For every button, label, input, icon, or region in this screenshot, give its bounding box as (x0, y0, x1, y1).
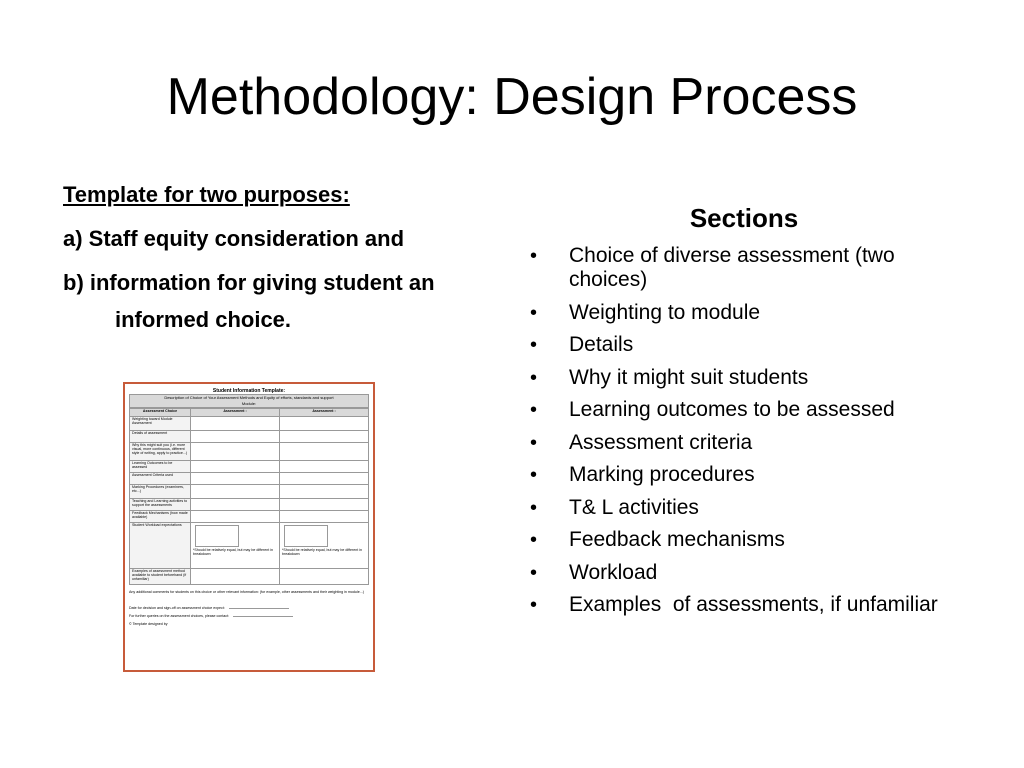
list-item-text: Examples of assessments, if unfamiliar (569, 593, 938, 616)
list-item (528, 398, 968, 422)
thumbnail-footer-line (129, 605, 369, 611)
thumbnail-description (129, 394, 369, 408)
table-header: Assessment Choice (130, 409, 191, 417)
list-item (528, 496, 968, 520)
table-row (130, 569, 369, 585)
table-row (130, 511, 369, 523)
table-row (130, 431, 369, 443)
workload-note: *Should be relatively equal, but may be different in breakdown (193, 548, 274, 556)
table-header: Assessment : (280, 409, 369, 417)
list-item-text: Assessment criteria (569, 430, 753, 454)
thumbnail-comments: Any additional comments for students on this choice or other relevant information: (for example, other assessments and their weighting in module...) (129, 590, 364, 594)
list-item-text: Why it might suit students (569, 365, 809, 389)
list-item (528, 301, 968, 325)
list-item (528, 561, 968, 585)
purpose-b: b) information for giving student an informed choice. (63, 270, 435, 332)
row-label: Learning Outcomes to be assessed (130, 461, 191, 473)
table-header: Assessment : (191, 409, 280, 417)
thumbnail-credit: © Template designed by (129, 622, 168, 626)
row-label: Student Workload expectations (130, 523, 191, 569)
table-row (130, 417, 369, 431)
bullet-icon: • (530, 366, 538, 389)
list-item-text: Feedback mechanisms (569, 528, 785, 551)
workload-note: *Should be relatively equal, but may be different in breakdown (282, 548, 363, 556)
list-item (528, 366, 968, 390)
row-label: Feedback Mechanisms (how made available) (130, 511, 191, 523)
row-label: Examples of assessment method available to student beforehand (if unfamiliar) (130, 569, 191, 585)
row-label: Assessment Criteria used (130, 473, 191, 485)
bullet-icon: • (530, 334, 538, 356)
list-item-text: Weighting to module (569, 300, 761, 324)
thumbnail-footer-line (129, 613, 369, 619)
workload-mini-table (195, 525, 239, 547)
list-item (528, 244, 968, 292)
right-column (528, 200, 968, 626)
list-item (528, 463, 968, 487)
table-row (130, 473, 369, 485)
table-row (130, 443, 369, 461)
bullet-icon: • (530, 496, 538, 519)
list-item-text: T& L activities (569, 495, 699, 519)
purpose-a: a) Staff equity consideration and (63, 226, 405, 251)
workload-mini-table (284, 525, 328, 547)
row-label: Details of assessment (130, 431, 191, 443)
list-item (528, 593, 968, 617)
bullet-icon: • (530, 594, 538, 616)
sections-heading: Sections (689, 203, 799, 233)
bullet-icon: • (530, 399, 538, 421)
row-label: Why this might suit you (i.e. more visual, more continuous, different style of writing, apply to practice...) (130, 443, 191, 461)
bullet-icon: • (530, 529, 538, 551)
thumbnail-table (129, 408, 369, 585)
table-row (130, 499, 369, 511)
template-thumbnail-image (123, 382, 375, 672)
bullet-icon: • (530, 431, 538, 454)
thumbnail-module-label: Module: (241, 401, 257, 406)
sections-list (528, 244, 968, 617)
bullet-icon: • (530, 561, 538, 584)
table-row (130, 461, 369, 473)
list-item-text: Learning outcomes to be assessed (569, 398, 895, 421)
list-item-text: Marking procedures (569, 463, 755, 486)
row-label: Weighting toward Module Assessment (130, 417, 191, 431)
footer-line-text: For further queries on the assessment choices, please contact: (129, 614, 230, 618)
left-column (63, 180, 503, 338)
footer-line-text: Date for decision and sign-off on assessment choice expect: (129, 606, 225, 610)
list-item-text: Workload (569, 560, 658, 584)
list-item-text: Choice of diverse assessment (two choices) (569, 244, 895, 291)
table-header-row (130, 409, 369, 417)
slide-title: Methodology: Design Process (166, 68, 858, 126)
list-item (528, 333, 968, 357)
bullet-icon: • (530, 464, 538, 486)
table-row (130, 523, 369, 569)
row-label: Marking Procedures (examiners, etc...) (130, 485, 191, 499)
thumbnail-description-text: Description of Choice of Your Assessment Methods and Equity of efforts, standards and support (164, 395, 334, 400)
thumbnail-title: Student Information Template: (212, 388, 286, 394)
list-item (528, 431, 968, 455)
table-row (130, 485, 369, 499)
template-heading: Template for two purposes: (63, 182, 350, 207)
list-item (528, 528, 968, 552)
bullet-icon: • (530, 245, 538, 267)
list-item-text: Details (569, 333, 634, 356)
bullet-icon: • (530, 301, 538, 324)
row-label: Teaching and Learning activities to support the assessments (130, 499, 191, 511)
